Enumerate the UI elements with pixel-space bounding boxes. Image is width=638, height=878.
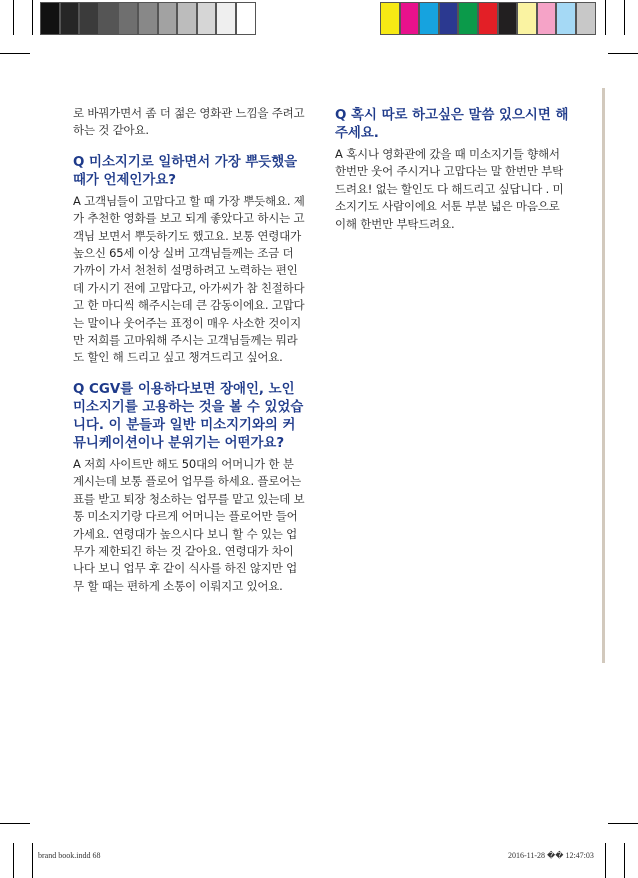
crop-mark (32, 843, 33, 878)
color-swatch-1 (380, 2, 400, 35)
answer-3: A 혹시나 영화관에 갔을 때 미소지기들 향해서 한번만 웃어 주시거나 고맙다는 말 한번만 부탁드려요! 없는 할인도 다 해드리고 싶답니다 . 미소지기도 사람이에요 서툰 부분 넓은 마음으로 이해 한번만 부탁드려요. (335, 147, 564, 231)
answer-2: A 저희 사이트만 해도 50대의 어머니가 한 분 계시는데 보통 플로어 업무를 하세요. 플로어는 표를 받고 퇴장 청소하는 업무를 맡고 있는데 보통 미소지기랑 다르게 어머니는 플로어만 들어가세요. 연령대가 높으시다 보니 할 수 있는 업무가 제한되긴 하는 것 같아요. 연령대가 차이 나다 보니 업무 후 같이 식사를 하진 않지만 업무 할 때는 편하게 소통이 이뤄지고 있어요. (73, 456, 305, 593)
crop-mark (605, 843, 606, 878)
gray-swatch-3 (79, 2, 99, 35)
color-bar (380, 2, 596, 35)
page-edge-line (602, 88, 605, 663)
left-column (73, 105, 307, 595)
gray-swatch-6 (138, 2, 158, 35)
crop-mark (608, 823, 638, 824)
crop-mark (13, 0, 14, 35)
crop-mark (605, 0, 606, 35)
right-column (335, 107, 569, 233)
gray-swatch-4 (99, 2, 119, 35)
color-swatch-8 (517, 2, 537, 35)
crop-mark (0, 53, 30, 54)
footer-file-name: brand book.indd 68 (38, 851, 101, 860)
intro-text: 로 바꿔가면서 좀 더 젊은 영화관 느낌을 주려고 하는 것 같아요. (73, 106, 305, 138)
color-swatch-7 (498, 2, 518, 35)
question-1: Q 미소지기로 일하면서 가장 뿌듯했을 때가 언제인가요? (73, 154, 298, 188)
color-swatch-4 (439, 2, 459, 35)
question-3: Q 혹시 따로 하고싶은 말씀 있으시면 해주세요. (335, 108, 569, 141)
gray-swatch-10 (216, 2, 236, 35)
color-swatch-3 (419, 2, 439, 35)
grayscale-bar (40, 2, 256, 35)
color-swatch-10 (556, 2, 576, 35)
color-swatch-2 (400, 2, 420, 35)
color-swatch-9 (537, 2, 557, 35)
gray-swatch-8 (177, 2, 197, 35)
crop-mark (0, 823, 30, 824)
footer-timestamp: 2016-11-28 �� 12:47:03 (508, 851, 594, 860)
gray-swatch-1 (40, 2, 60, 35)
gray-swatch-5 (118, 2, 138, 35)
crop-mark (608, 53, 638, 54)
question-2: Q CGV를 이용하다보면 장애인, 노인 미소지기를 고용하는 것을 볼 수 있었습니다. 이 분들과 일반 미소지기와의 커뮤니케이션이나 분위기는 어떤가요? (73, 381, 304, 451)
color-swatch-11 (576, 2, 596, 35)
gray-swatch-11 (236, 2, 256, 35)
color-swatch-5 (458, 2, 478, 35)
gray-swatch-7 (158, 2, 178, 35)
crop-mark (32, 0, 33, 35)
crop-mark (13, 843, 14, 878)
crop-mark (624, 843, 625, 878)
answer-1: A 고객님들이 고맙다고 할 때 가장 뿌듯해요. 제가 추천한 영화를 보고 되게 좋았다고 하시는 고객님 보면서 뿌듯하기도 했고요. 보통 연령대가 높으신 65세 이상 실버 고객님들께는 조금 더 가까이 가서 천천히 설명하려고 노력하는 편인데 가시기 전에 고맙다고, 아가씨가 참 친절하다고 한 마디씩 해주시는데 큰 감동이에요. 고맙다는 말이나 웃어주는 표정이 매우 사소한 것이지만 저희를 고마워해 주시는 고객님들께는 뭐라도 할인 해 드리고 싶고 챙겨드리고 싶어요. (73, 193, 305, 365)
gray-swatch-9 (197, 2, 217, 35)
gray-swatch-2 (60, 2, 80, 35)
color-swatch-6 (478, 2, 498, 35)
crop-mark (624, 0, 625, 35)
